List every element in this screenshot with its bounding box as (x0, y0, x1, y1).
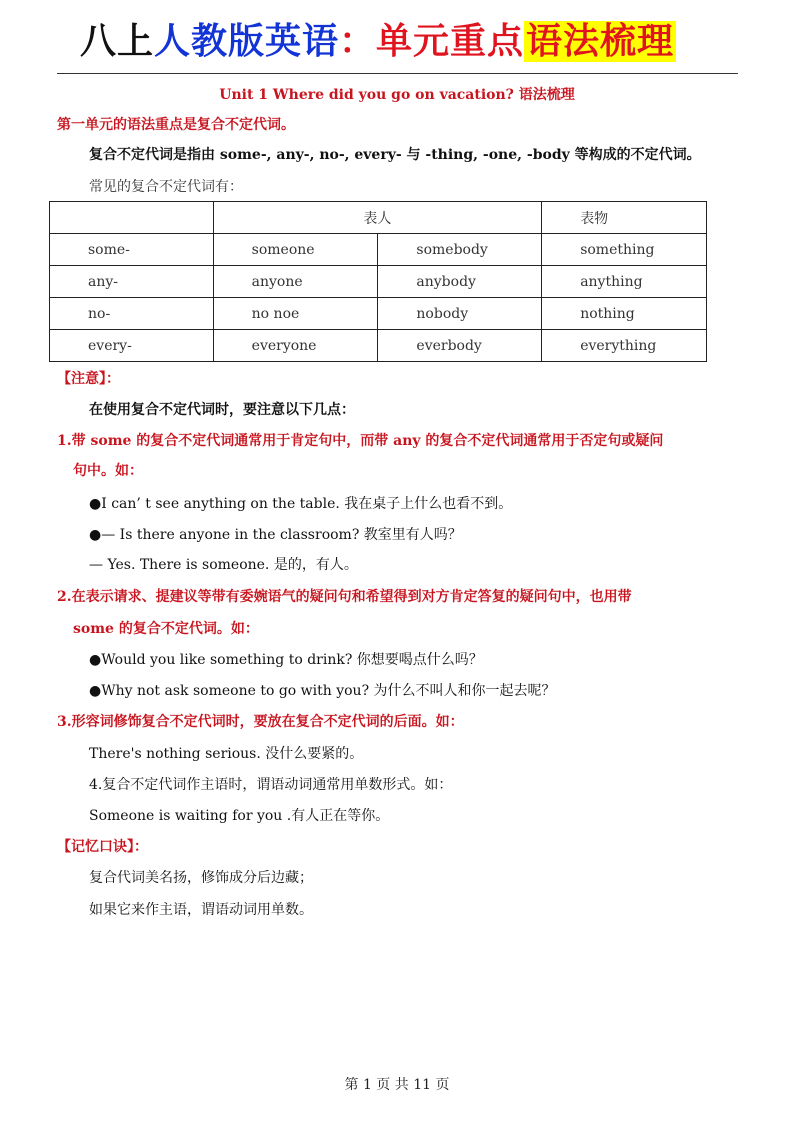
memory-line-2: 如果它来作主语，谓语动词用单数。 (89, 902, 313, 918)
point-2-line-2: some 的复合不定代词。如： (73, 621, 259, 637)
table-cell: every- (50, 330, 214, 362)
note-intro: 在使用复合不定代词时，要注意以下几点： (89, 402, 355, 418)
point-1-example-2: ●— Is there anyone in the classroom? 教室里有人吗？ (89, 527, 462, 543)
point-1-example-3: — Yes. There is someone. 是的，有人。 (89, 557, 358, 573)
table-cell: any- (50, 266, 214, 298)
table-header-person: 表人 (213, 202, 542, 234)
page-title (80, 16, 720, 68)
table-cell: nothing (542, 298, 707, 330)
table-cell: everyone (213, 330, 378, 362)
memory-heading: 【记忆口诀】： (57, 839, 148, 855)
point-3-line-1: 3.形容词修饰复合不定代词时，要放在复合不定代词的后面。如： (57, 714, 464, 730)
point-1-line-1: 1.带 some 的复合不定代词通常用于肯定句中，而带 any 的复合不定代词通常用于否定句或疑问 (57, 433, 664, 449)
table-cell: anyone (213, 266, 378, 298)
table-cell: anybody (378, 266, 542, 298)
title-part-edition: 人教版英语 (154, 21, 340, 62)
title-part-grammar: 语法梳理 (526, 21, 675, 62)
point-3-example-1: There's nothing serious. 没什么要紧的。 (89, 746, 364, 762)
table-row (50, 266, 707, 298)
table-row (50, 298, 707, 330)
title-divider (57, 73, 738, 74)
point-2-example-2: ●Why not ask someone to go with you? 为什么不叫人和你一起去呢？ (89, 683, 556, 699)
common-label: 常见的复合不定代词有： (89, 179, 243, 195)
unit-subtitle: Unit 1 Where did you go on vacation? 语法梳理 (219, 87, 575, 103)
title-part-unit: ：单元重点 (339, 21, 525, 62)
table-cell: somebody (378, 234, 542, 266)
point-4-example-1: Someone is waiting for you .有人正在等你。 (89, 808, 390, 824)
table-cell: nobody (378, 298, 542, 330)
point-2-example-1: ●Would you like something to drink? 你想要喝点什么吗？ (89, 652, 483, 668)
table-header-row (50, 202, 707, 234)
point-1-line-2: 句中。如： (73, 463, 143, 479)
note-heading: 【注意】： (57, 371, 120, 387)
table-cell: anything (542, 266, 707, 298)
table-cell: something (542, 234, 707, 266)
table-cell: everything (542, 330, 707, 362)
table-row (50, 234, 707, 266)
table-cell: someone (213, 234, 378, 266)
table-cell: no noe (213, 298, 378, 330)
table-cell: no- (50, 298, 214, 330)
table-cell: some- (50, 234, 214, 266)
title-part-grade: 八上 (80, 21, 155, 62)
point-4-line-1: 4.复合不定代词作主语时，谓语动词通常用单数形式。如： (89, 777, 453, 793)
table-cell: everbody (378, 330, 542, 362)
point-2-line-1: 2.在表示请求、提建议等带有委婉语气的疑问句和希望得到对方肯定答复的疑问句中，也用带 (57, 589, 632, 605)
page-number-footer: 第 1 页 共 11 页 (344, 1077, 450, 1093)
table-header-cell (50, 202, 214, 234)
point-1-example-1: ●I can’ t see anything on the table. 我在桌子上什么也看不到。 (89, 496, 513, 512)
table-row (50, 330, 707, 362)
table-header-thing: 表物 (542, 202, 707, 234)
pronoun-table (49, 201, 707, 362)
definition-text: 复合不定代词是指由 some-, any-, no-, every- 与 -thing, -one, -body 等构成的不定代词。 (89, 147, 701, 163)
intro-heading: 第一单元的语法重点是复合不定代词。 (57, 117, 295, 133)
memory-line-1: 复合代词美名扬，修饰成分后边藏； (89, 870, 313, 886)
